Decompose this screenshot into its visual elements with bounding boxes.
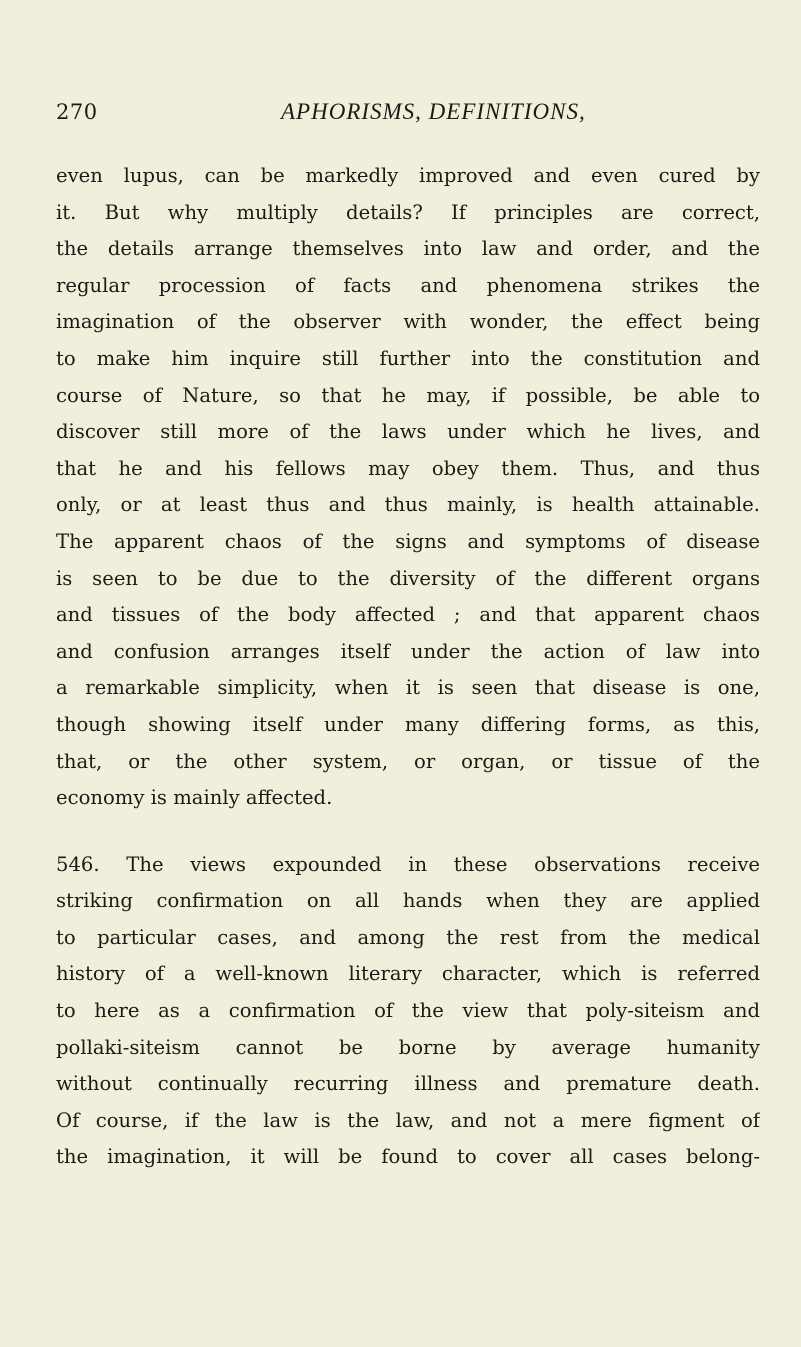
paragraph-1 bbox=[56, 158, 760, 817]
text-line: Of course, if the law is the law, and not a mere figment of bbox=[56, 1108, 760, 1132]
page-number: 270 bbox=[56, 100, 98, 124]
text-line: and confusion arranges itself under the action of law into bbox=[56, 639, 760, 663]
text-line: only, or at least thus and thus mainly, is health attainable. bbox=[56, 493, 760, 517]
text-line: a remarkable simplicity, when it is seen that disease is one, bbox=[56, 676, 760, 700]
text-line: is seen to be due to the diversity of the different organs bbox=[56, 566, 760, 590]
text-line: discover still more of the laws under which he lives, and bbox=[56, 420, 760, 444]
text-line: pollaki-siteism cannot be borne by average humanity bbox=[56, 1035, 760, 1059]
text-line: to here as a confirmation of the view that poly-siteism and bbox=[56, 999, 760, 1023]
text-line: though showing itself under many differing forms, as this, bbox=[56, 712, 760, 736]
text-line: The apparent chaos of the signs and symptoms of disease bbox=[56, 529, 760, 553]
text-line: striking confirmation on all hands when they are applied bbox=[56, 889, 760, 913]
text-line: and tissues of the body affected ; and that apparent chaos bbox=[56, 603, 760, 627]
paragraph-546 bbox=[56, 847, 760, 1176]
text-line: to particular cases, and among the rest from the medical bbox=[56, 925, 760, 949]
paragraph-gap bbox=[56, 817, 760, 847]
text-line: regular procession of facts and phenomena strikes the bbox=[56, 273, 760, 297]
text-line: course of Nature, so that he may, if possible, be able to bbox=[56, 383, 760, 407]
running-title: APHORISMS, DEFINITIONS, bbox=[281, 99, 586, 124]
text-line: economy is mainly affected. bbox=[56, 786, 333, 810]
text-line: imagination of the observer with wonder, the effect being bbox=[56, 310, 760, 334]
text-line: 546. The views expounded in these observations receive bbox=[56, 852, 760, 876]
text-line: the imagination, it will be found to cover all cases belong- bbox=[56, 1145, 760, 1169]
text-line: to make him inquire still further into the constitution and bbox=[56, 346, 760, 370]
text-line: history of a well-known literary character, which is referred bbox=[56, 962, 760, 986]
text-line: even lupus, can be markedly improved and even cured by bbox=[56, 164, 760, 187]
text-line: that, or the other system, or organ, or tissue of the bbox=[56, 749, 760, 773]
text-line: that he and his fellows may obey them. Thus, and thus bbox=[56, 456, 760, 480]
text-line: the details arrange themselves into law and order, and the bbox=[56, 237, 760, 261]
body-text bbox=[56, 158, 760, 1176]
text-line: it. But why multiply details? If principles are correct, bbox=[56, 200, 760, 224]
page-header bbox=[56, 95, 756, 129]
text-line: without continually recurring illness and premature death. bbox=[56, 1072, 760, 1096]
